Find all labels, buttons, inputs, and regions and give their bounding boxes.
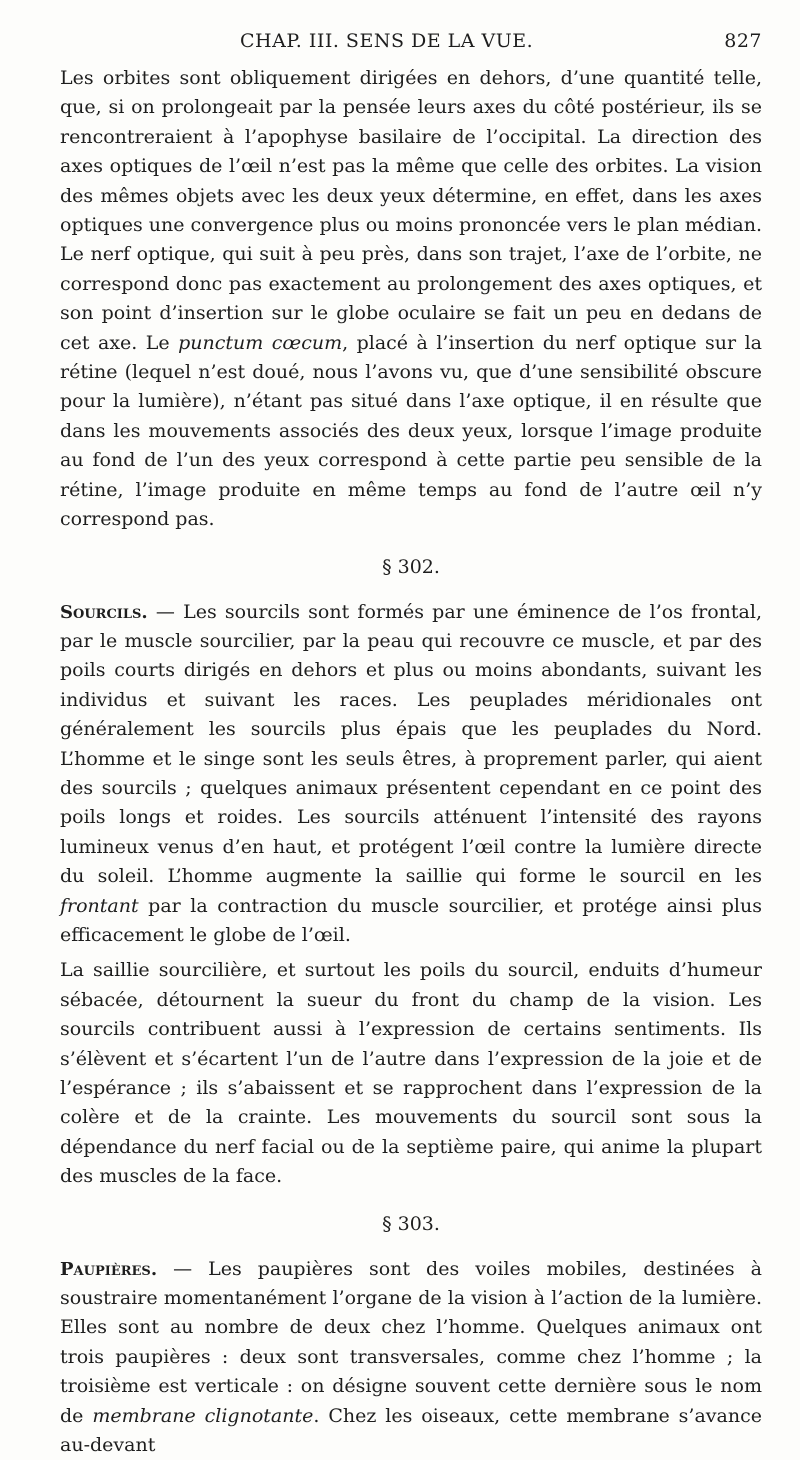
paragraph-orbites-rest: , placé à l’insertion du nerf optique sur la rétine (lequel n’est doué, nous l’avons vu, que d’une sensibilité obscure pour la lumière), n’étant pas situé dans l’axe optique, il en résulte que dans les mouvements associés des deux yeux, lorsque l’image produite au fond de l’un des yeux correspond à cette partie peu sensible de la rétine, l’image produite en même temps au fond de l’autre œil n’y correspond pas.	[60, 331, 762, 531]
running-header	[60, 30, 762, 58]
page-number: 827	[724, 30, 762, 52]
paragraph-sourcils-rest: par la contraction du muscle sourcilier, et protége ainsi plus efficacement le globe de l’œil.	[60, 894, 762, 946]
paragraph-sourcils	[60, 598, 762, 951]
paragraph-sourcils-italic: frontant	[60, 894, 139, 917]
paragraph-paupieres	[60, 1255, 762, 1460]
paragraph-paupieres-rest: . Chez les oiseaux, cette membrane s’avance au-devant	[60, 1404, 762, 1457]
paragraph-orbites-text: Les orbites sont obliquement dirigées en dehors, d’une quantité telle, que, si on prolongeait par la pensée leurs axes du côté postérieur, ils se rencontreraient à l’apophyse basilaire de l’occipital. La direction des axes optiques de l’œil n’est pas la même que celle des orbites. La vision des mêmes objets avec les deux yeux détermine, en effet, dans les axes optiques une convergence plus ou moins prononcée vers le plan médian. Le nerf optique, qui suit à peu près, dans son trajet, l’axe de l’orbite, ne correspond donc pas exactement au prolongement des axes optiques, et son point d’insertion sur le globe oculaire se fait un peu en dedans de cet axe. Le	[60, 67, 762, 354]
paragraph-orbites-italic: punctum cœcum	[178, 331, 343, 354]
paragraph-orbites	[60, 64, 762, 535]
runin-heading-sourcils: Sourcils.	[60, 601, 148, 623]
paragraph-paupieres-italic: membrane clignotante	[92, 1404, 314, 1427]
section-heading-303: § 303.	[382, 1212, 440, 1235]
paragraph-saillie: La saillie sourcilière, et surtout les poils du sourcil, enduits d’humeur sébacée, détournent la sueur du front du champ de la vision. Les sourcils contribuent aussi à l’expression de certains sentiments. Ils s’élèvent et s’écartent l’un de l’autre dans l’expression de la joie et de l’espérance ; ils s’abaissent et se rapprochent dans l’expression de la colère et de la crainte. Les mouvements du sourcil sont sous la dépendance du nerf facial ou de la septième paire, qui anime la plupart des muscles de la face.	[60, 959, 762, 1188]
paragraph-paupieres-text: — Les paupières sont des voiles mobiles, destinées à soustraire momentanément l’organe de la vision à l’action de la lumière. Elles sont au nombre de deux chez l’homme. Quelques animaux ont trois paupières : deux sont transversales, comme chez l’homme ; la troisième est verticale : on désigne souvent cette dernière sous le nom de	[60, 1257, 762, 1427]
runin-heading-paupieres: Paupières.	[60, 1258, 158, 1280]
section-heading-302: § 302.	[382, 555, 440, 578]
chapter-title: CHAP. III. SENS DE LA VUE.	[240, 30, 534, 52]
paragraph-sourcils-text: — Les sourcils sont formés par une éminence de l’os frontal, par le muscle sourcilier, par la peau qui recouvre ce muscle, et par des poils courts dirigés en dehors et plus ou moins abondants, suivant les individus et suivant les races. Les peuplades méridionales ont généralement les sourcils plus épais que les peuplades du Nord. L’homme et le singe sont les seuls êtres, à proprement parler, qui aient des sourcils ; quelques animaux présentent cependant en ce point des poils longs et roides. Les sourcils atténuent l’intensité des rayons lumineux venus d’en haut, et protégent l’œil contre la lumière directe du soleil. L’homme augmente la saillie qui forme le sourcil en les	[60, 600, 762, 888]
